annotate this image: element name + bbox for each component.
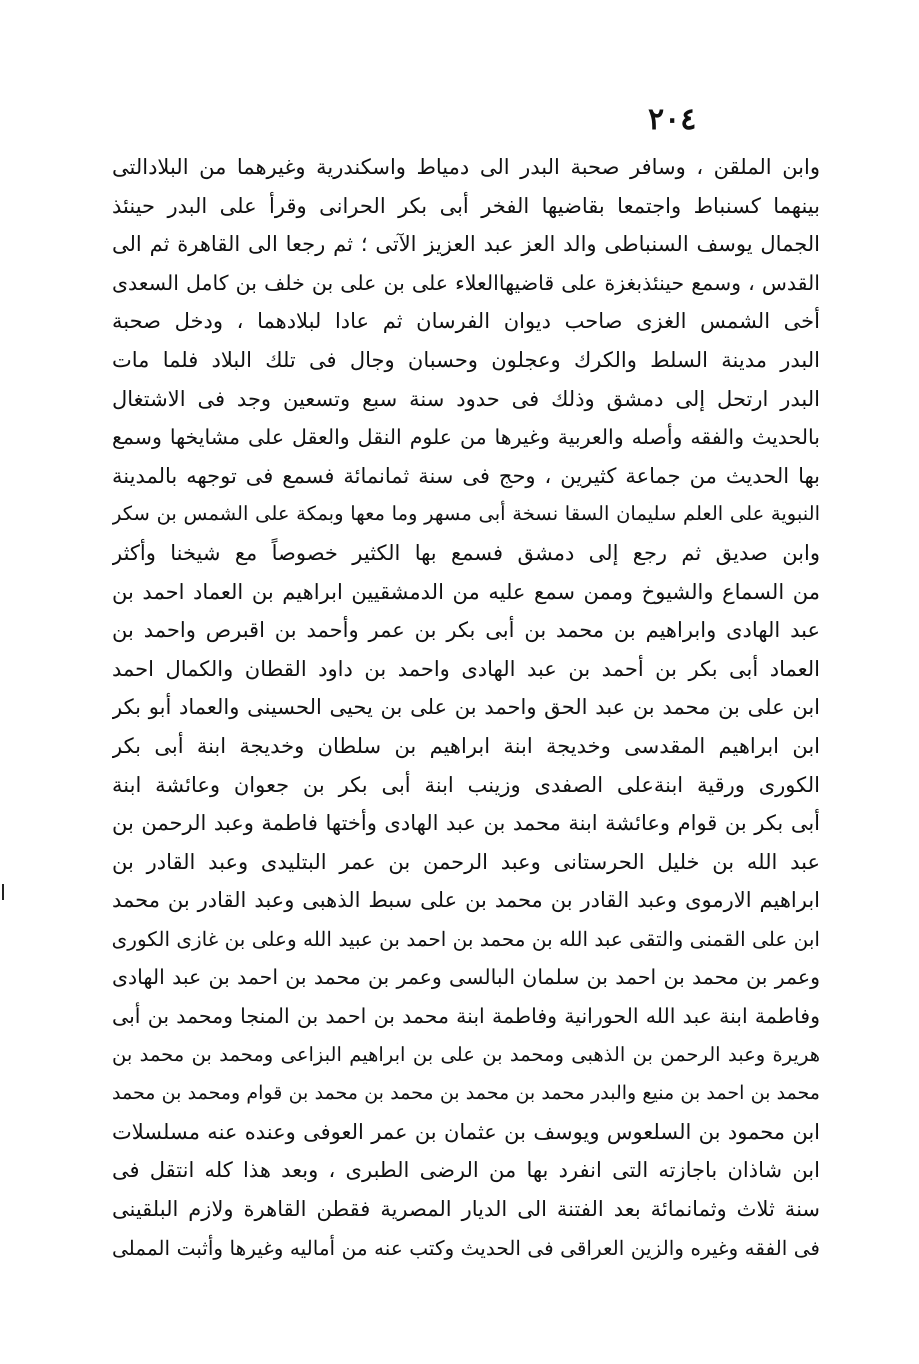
- page-number: ٢٠٤: [648, 102, 697, 137]
- body-text: [112, 148, 820, 1267]
- text-line-18: أبى بكر بن قوام وعائشة ابنة محمد بن عبد الهادى وأختها فاطمة وعبد الرحمن بن: [112, 811, 820, 836]
- text-line-13: عبد الهادى وابراهيم بن محمد بن أبى بكر بن عمر وأحمد بن اقبرص واحمد بن: [112, 618, 820, 643]
- text-line-9: بها الحديث من جماعة كثيرين ، وحج فى سنة ثمانمائة فسمع فى توجهه بالمدينة: [112, 463, 820, 488]
- text-line-21: ابن على القمنى والتقى عبد الله بن محمد بن احمد بن عبيد الله وعلى بن غازى الكورى: [112, 926, 820, 951]
- text-line-20: ابراهيم الارموى وعبد القادر بن محمد بن على سبط الذهبى وعبد القادر بن محمد: [112, 888, 820, 913]
- text-line-6: البدر مدينة السلط والكرك وعجلون وحسبان وجال فى تلك البلاد فلما مات: [112, 347, 820, 372]
- text-line-8: بالحديث والفقه وأصله والعربية وغيرها من علوم النقل والعقل على مشايخها وسمع: [112, 425, 820, 450]
- text-line-23: وفاطمة ابنة عبد الله الحورانية وفاطمة ابنة محمد بن احمد بن المنجا ومحمد بن أبى: [112, 1004, 820, 1029]
- text-line-11: وابن صديق ثم رجع إلى دمشق فسمع بها الكثير خصوصاً مع شيخنا وأكثر: [112, 540, 820, 565]
- text-line-26: ابن محمود بن السلعوس ويوسف بن عثمان بن عمر العوفى وعنده عنه مسلسلات: [112, 1119, 820, 1144]
- text-line-15: ابن على بن محمد بن عبد الحق واحمد بن على بن يحيى الحسينى والعماد أبو بكر: [112, 695, 820, 720]
- text-line-24: هريرة وعبد الرحمن بن الذهبى ومحمد بن على بن ابراهيم البزاعى ومحمد بن محمد بن: [112, 1042, 820, 1066]
- text-line-27: ابن شاذان باجازته التى انفرد بها من الرضى الطبرى ، وبعد هذا كله انتقل فى: [112, 1158, 820, 1183]
- text-line-5: أخى الشمس الغزى صاحب ديوان الفرسان ثم عادا لبلادهما ، ودخل صحبة: [112, 309, 820, 334]
- text-line-14: العماد أبى بكر بن أحمد بن عبد الهادى واحمد بن داود القطان والكمال احمد: [112, 656, 820, 681]
- text-line-16: ابن ابراهيم المقدسى وخديجة ابنة ابراهيم بن سلطان وخديجة ابنة أبى بكر: [112, 733, 820, 758]
- text-line-25: محمد بن احمد بن منيع والبدر محمد بن محمد بن محمد بن محمد بن قوام ومحمد بن محمد: [112, 1082, 820, 1105]
- text-line-4: القدس ، وسمع حينئذبغزة على قاضيهاالعلاء على بن على بن خلف بن كامل السعدى: [112, 270, 820, 295]
- text-line-7: البدر ارتحل إلى دمشق وذلك فى حدود سنة سبع وتسعين وجد فى الاشتغال: [112, 386, 820, 411]
- text-line-12: من السماع والشيوخ وممن سمع عليه من الدمشقيين ابراهيم بن العماد احمد بن: [112, 579, 820, 604]
- text-line-3: الجمال يوسف السنباطى والد العز عبد العزيز الآتى ؛ ثم رجعا الى القاهرة ثم الى: [112, 232, 820, 257]
- text-line-1: وابن الملقن ، وسافر صحبة البدر الى دمياط واسكندرية وغيرهما من البلادالتى: [112, 155, 820, 179]
- margin-mark: [2, 884, 4, 900]
- text-line-22: وعمر بن محمد بن احمد بن سلمان البالسى وعمر بن محمد بن احمد بن عبد الهادى: [112, 965, 820, 990]
- text-line-19: عبد الله بن خليل الحرستانى وعبد الرحمن بن عمر البتليدى وعبد القادر بن: [112, 849, 820, 874]
- text-line-10: النبوية على العلم سليمان السقا نسخة أبى مسهر وما معها وبمكة على الشمس بن سكر: [112, 502, 820, 526]
- text-line-29: فى الفقه وغيره والزين العراقى فى الحديث وكتب عنه من أماليه وغيرها وأثبت المملى: [112, 1235, 820, 1260]
- text-line-28: سنة ثلاث وثمانمائة بعد الفتنة الى الديار المصرية فقطن القاهرة ولازم البلقينى: [112, 1197, 820, 1222]
- text-line-2: بينهما كسنباط واجتمعا بقاضيها الفخر أبى بكر الحرانى وقرأ على البدر حينئذ: [112, 193, 820, 218]
- text-line-17: الكورى ورقية ابنةعلى الصفدى وزينب ابنة أبى بكر بن جعوان وعائشة ابنة: [112, 772, 820, 797]
